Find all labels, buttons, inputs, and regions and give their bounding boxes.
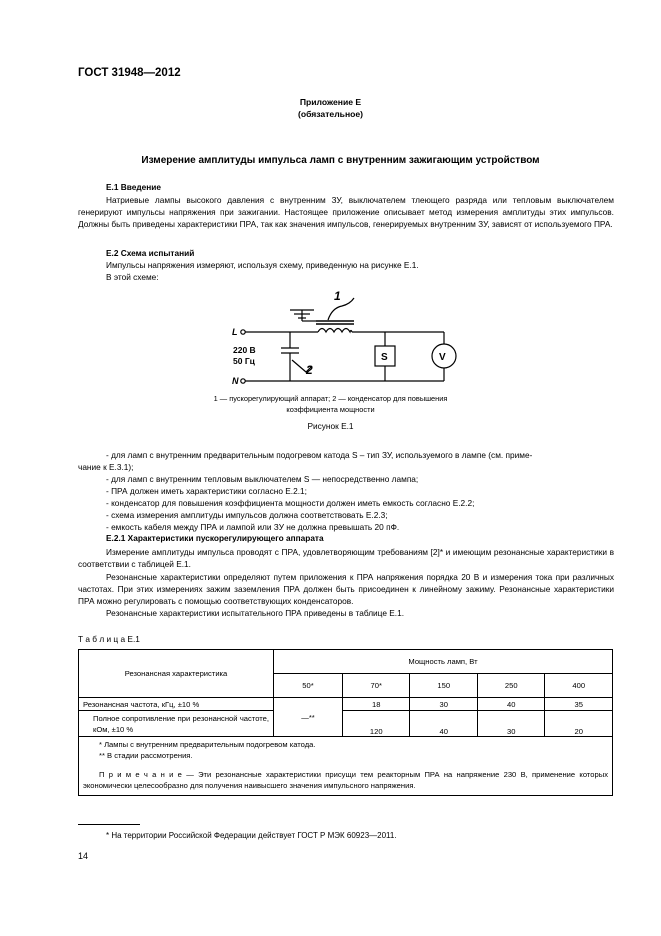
table-power-3: 250 (477, 674, 545, 698)
label-1: 1 (334, 289, 341, 303)
footnote: * На территории Российской Федерации действует ГОСТ Р МЭК 60923—2011. (106, 831, 397, 840)
section-e21-heading: Е.2.1 Характеристики пускорегулирующего аппарата (106, 533, 324, 543)
label-n: N (232, 376, 239, 386)
section-e21-p3: Резонансные характеристики испытательного ПРА приведены в таблице Е.1. (106, 608, 405, 618)
table-cell: 20 (545, 711, 613, 737)
table-col-header: Резонансная характеристика (79, 650, 274, 698)
table-note-3 (83, 769, 608, 792)
table-merged-value: —** (274, 698, 343, 737)
list-item-5: - схема измерения амплитуды импульсов должна соответствовать Е.2.3; (106, 510, 388, 520)
label-frequency: 50 Гц (233, 356, 255, 366)
main-title: Измерение амплитуды импульса ламп с внутренним зажигающим устройством (141, 155, 540, 166)
table-power-4: 400 (545, 674, 613, 698)
table-row (79, 698, 613, 711)
label-s: S (381, 352, 388, 363)
table-notes (79, 737, 613, 796)
section-e1-heading: Е.1 Введение (106, 182, 161, 192)
appendix-title: Приложение Е (299, 97, 362, 107)
table-power-2: 150 (410, 674, 478, 698)
table-note-label: П р и м е ч а н и е (99, 769, 182, 779)
table-note-text: — Эти резонансные характеристики присущи тем реакторным ПРА на напряжение 230 В, применение которых экономически целесообразно для получения наивысшего значения импульсного напряжения. (83, 769, 608, 790)
table-cell: 40 (477, 698, 545, 711)
label-l: L (232, 327, 238, 337)
table-power-0: 50* (274, 674, 343, 698)
table-cell: 35 (545, 698, 613, 711)
list-item-4: - конденсатор для повышения коэффициента мощности должен иметь емкость согласно Е.2.2; (106, 498, 475, 508)
table-note-1: * Лампы с внутренним предварительным подогревом катода. (99, 740, 316, 749)
list-item-3: - ПРА должен иметь характеристики согласно Е.2.1; (106, 486, 307, 496)
label-2: 2 (306, 363, 313, 377)
table-row-name: Полное сопротивление при резонансной частоте, кОм, ±10 % (79, 711, 274, 737)
table-row-name: Резонансная частота, кГц, ±10 % (79, 698, 274, 711)
circuit-diagram (230, 286, 465, 390)
table-power-header: Мощность ламп, Вт (274, 650, 613, 674)
document-header: ГОСТ 31948—2012 (78, 67, 181, 79)
section-e2-line2: В этой схеме: (106, 272, 159, 282)
page-number: 14 (78, 851, 89, 861)
section-e21-p2: Резонансные характеристики определяют путем приложения к ПРА напряжения порядка 20 В и измерения тока при различных частотах. При этих измерениях зажим заземления ПРА должен быть присоединен к линейному зажиму. Резонансные характеристики ПРА можно регулировать с помощью соответствующих конденсаторов. (78, 572, 614, 607)
table-label: Т а б л и ц а Е.1 (78, 634, 140, 644)
table-note-2: ** В стадии рассмотрения. (99, 751, 193, 761)
label-voltage: 220 В (233, 345, 256, 355)
table-power-1: 70* (342, 674, 410, 698)
list-item-6: - емкость кабеля между ПРА и лампой или ЗУ не должна превышать 20 пФ. (106, 522, 400, 532)
footnote-divider (78, 824, 140, 825)
table-cell: 18 (342, 698, 410, 711)
figure-legend-line1: 1 — пускорегулирующий аппарат; 2 — конденсатор для повышения (213, 394, 448, 403)
list-item-2: - для ламп с внутренним тепловым выключателем S — непосредственно лампа; (106, 474, 419, 484)
table-cell: 30 (477, 711, 545, 737)
table-cell: 120 (342, 711, 410, 737)
list-item-1a: - для ламп с внутренним предварительным подогревом катода S – тип ЗУ, используемого в лампе (см. приме- (106, 450, 533, 460)
table-cell: 40 (410, 711, 478, 737)
section-e21-p1: Измерение амплитуды импульса проводят с ПРА, удовлетворяющим требованиям [2]* и имеющим резонансные характеристики в соответствии с таблицей Е.1. (78, 547, 614, 570)
section-e2-heading: Е.2 Схема испытаний (106, 248, 195, 258)
table-cell: 30 (410, 698, 478, 711)
section-e1-text: Натриевые лампы высокого давления с внутренним ЗУ, выключателем тлеющего разряда или тепловым выключателем генерируют импульсы напряжения при зажигании. Настоящее приложение описывает метод измерения амплитуды этих импульсов. Должны быть приведены характеристики ПРА, так как значения импульсов, генерируемых внутренним ЗУ, зависят от используемого ПРА. (78, 195, 614, 230)
table-row (79, 711, 613, 737)
section-e2-line1: Импульсы напряжения измеряют, используя схему, приведенную на рисунке Е.1. (106, 260, 419, 270)
resonance-table (78, 649, 613, 796)
appendix-status: (обязательное) (297, 109, 364, 119)
list-item-1b: чание к Е.3.1); (78, 462, 134, 472)
figure-caption: Рисунок Е.1 (307, 421, 354, 431)
label-v: V (439, 352, 446, 363)
figure-legend-line2: коэффициента мощности (286, 405, 375, 414)
